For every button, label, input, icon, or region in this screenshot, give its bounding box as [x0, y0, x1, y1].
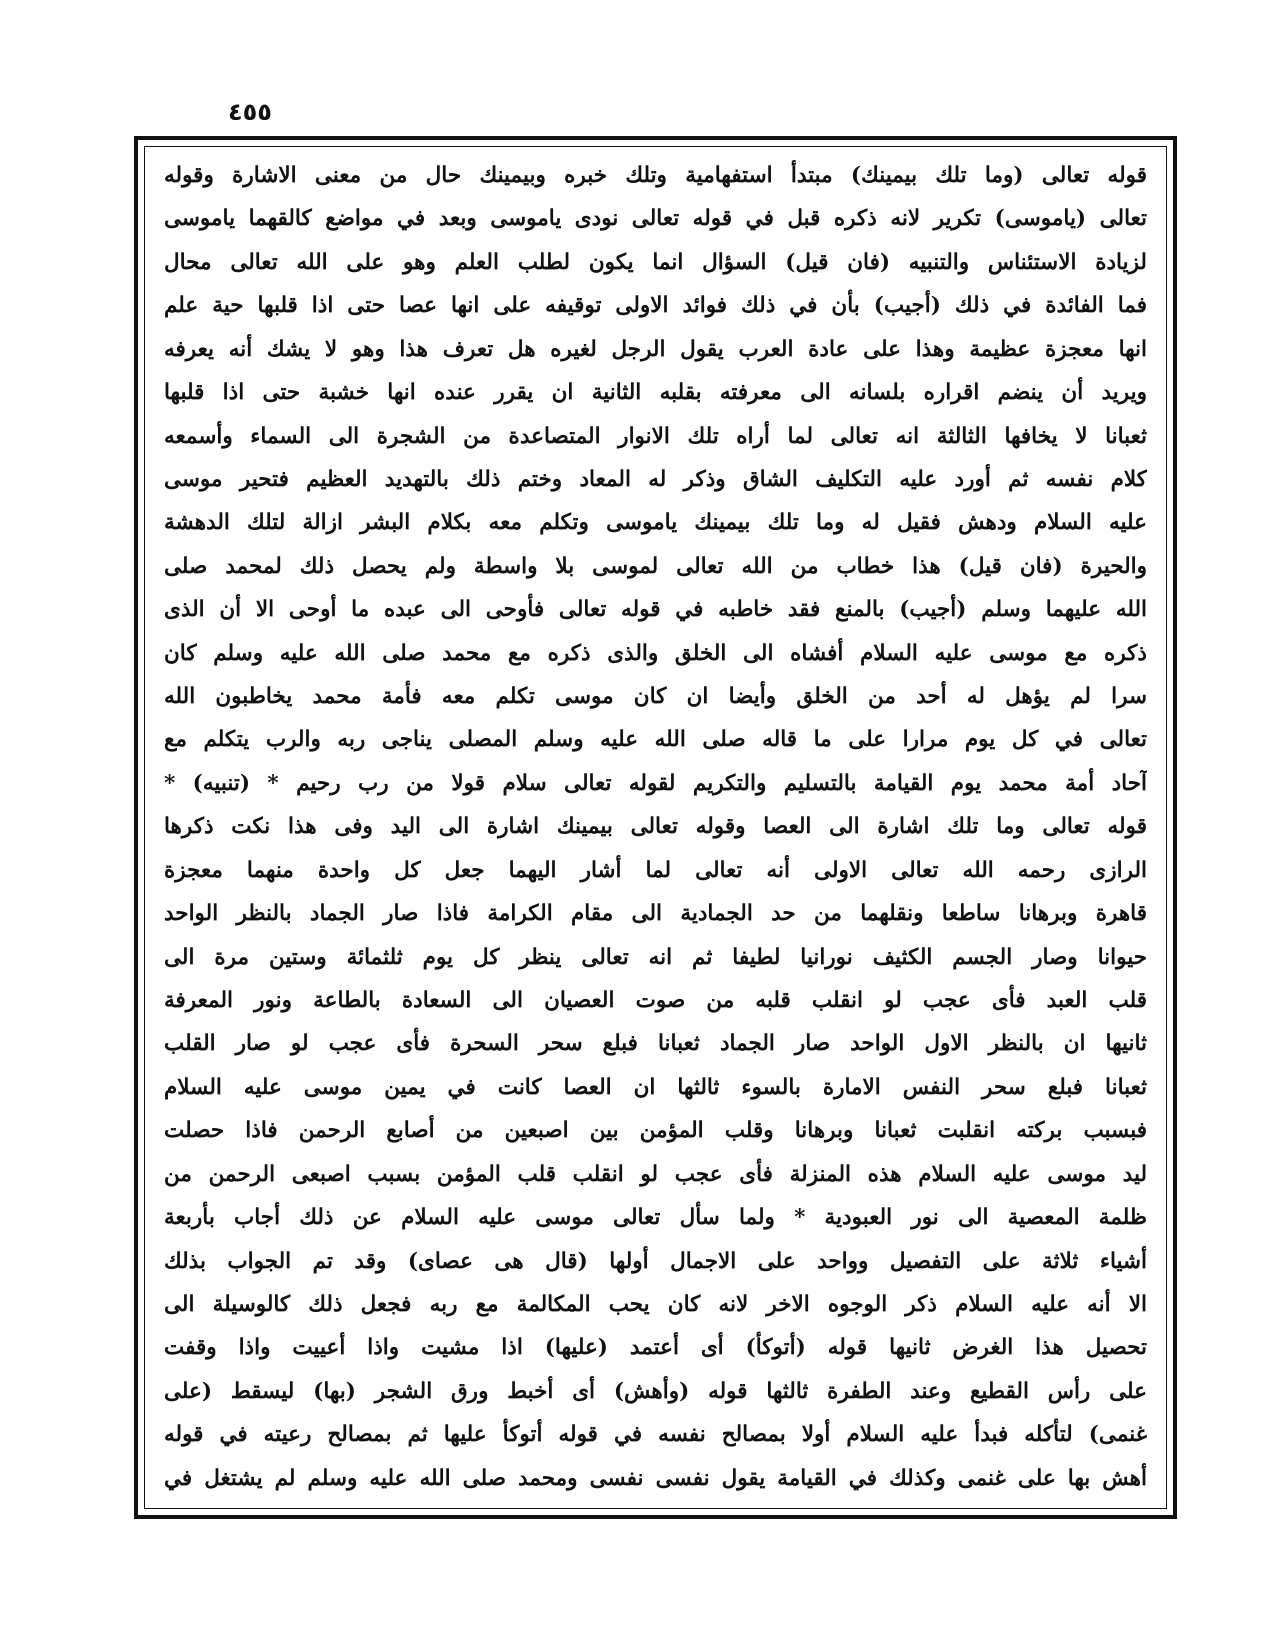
text-line: ثعبانا فبلع سحر النفس الامارة بالسوء ثالثها ان العصا كانت في يمين موسى عليه السلام	[164, 1074, 1147, 1100]
text-body	[164, 158, 1147, 1497]
page-number: ٤٥٥	[228, 98, 272, 126]
text-line: فبسبب بركته انقلبت ثعبانا وبرهانا وقلب المؤمن بين اصبعين من أصابع الرحمن فاذا حصلت	[164, 1118, 1147, 1144]
text-line: قاهرة وبرهانا ساطعا ونقلهما من حد الجمادية الى مقام الكرامة فاذا صار الجماد بالنظر الواحد	[164, 901, 1147, 927]
text-line: تعالى في كل يوم مرارا على ما قاله صلى الله عليه وسلم المصلى يناجى ربه والرب يتكلم مع	[164, 727, 1147, 753]
text-line: ذكره مع موسى عليه السلام أفشاه الى الخلق والذى ذكره مع محمد صلى الله عليه وسلم كان	[164, 640, 1147, 666]
text-line: الرازى رحمه الله تعالى الاولى أنه تعالى لما أشار اليهما جعل كل واحدة منهما معجزة	[164, 857, 1147, 883]
text-line: قوله تعالى (وما تلك بيمينك) مبتدأ استفهامية وتلك خبره وبيمينك حال من معنى الاشارة وقوله	[164, 163, 1147, 188]
text-line: والحيرة (فان قيل) هذا خطاب من الله تعالى لموسى بلا واسطة ولم يحصل ذلك لمحمد صلى	[164, 553, 1147, 579]
text-line: حيوانا وصار الجسم الكثيف نورانيا لطيفا ثم انه تعالى ينظر كل يوم ثلثمائة وستين مرة الى	[164, 944, 1147, 970]
text-line: انها معجزة عظيمة وهذا على عادة العرب يقول الرجل لغيره هل تعرف هذا وهو لا يشك أنه يعرفه	[164, 336, 1147, 362]
text-line: على رأس القطيع وعند الطفرة ثالثها قوله (وأهش) أى أخبط ورق الشجر (بها) ليسقط (على	[164, 1378, 1147, 1404]
text-line: أهش بها على غنمى وكذلك في القيامة يقول نفسى نفسى ومحمد صلى الله عليه وسلم لم يشتغل في	[164, 1465, 1147, 1491]
text-line: ليد موسى عليه السلام هذه المنزلة فأى عجب لو انقلب قلب المؤمن بسبب اصبعى الرحمن من	[164, 1161, 1147, 1187]
text-line: قلب العبد فأى عجب لو انقلب قلبه من صوت العصيان الى السعادة بالطاعة ونور المعرفة	[164, 988, 1147, 1014]
text-line: الله عليهما وسلم (أجيب) بالمنع فقد خاطبه في قوله تعالى فأوحى الى عبده ما أوحى الا أن الذى	[164, 597, 1147, 623]
text-line: آحاد أمة محمد يوم القيامة بالتسليم والتكريم لقوله تعالى سلام قولا من رب رحيم * (تنبيه) *	[164, 770, 1147, 796]
text-line: ويريد أن ينضم اقراره بلسانه الى معرفته بقلبه الثانية ان يقرر عنده انها خشبة حتى اذا قلبها	[164, 380, 1147, 406]
text-line: لزيادة الاستئناس والتنبيه (فان قيل) السؤال انما يكون لطلب العلم وهو على الله تعالى محال	[164, 249, 1147, 275]
text-line: تعالى (ياموسى) تكرير لانه ذكره قبل في قوله تعالى نودى ياموسى وبعد في مواضع كالقهما ياموسى	[164, 206, 1147, 232]
text-line: غنمى) لتأكله فبدأ عليه السلام أولا بمصالح نفسه في قوله أتوكأ عليها ثم بمصالح رعيته في قوله	[164, 1422, 1147, 1448]
text-line: سرا لم يؤهل له أحد من الخلق وأيضا ان كان موسى تكلم معه فأمة محمد يخاطبون الله	[164, 684, 1147, 710]
page-border	[134, 136, 1177, 1519]
text-line: كلام نفسه ثم أورد عليه التكليف الشاق وذكر له المعاد وختم ذلك بالتهديد العظيم فتحير موسى	[164, 466, 1147, 492]
text-line: ظلمة المعصية الى نور العبودية * ولما سأل تعالى موسى عليه السلام عن ذلك أجاب بأربعة	[164, 1205, 1147, 1231]
text-line: قوله تعالى وما تلك اشارة الى العصا وقوله تعالى بيمينك اشارة الى اليد وفى هذا نكت ذكرها	[164, 814, 1147, 840]
text-line: الا أنه عليه السلام ذكر الوجوه الاخر لانه كان يحب المكالمة مع ربه فجعل ذلك كالوسيلة الى	[164, 1291, 1147, 1317]
text-line: ثانيها ان بالنظر الاول الواحد صار الجماد ثعبانا فبلع سحر السحرة فأى عجب لو صار القلب	[164, 1031, 1147, 1057]
text-line: فما الفائدة في ذلك (أجيب) بأن في ذلك فوائد الاولى توقيفه على انها عصا حتى اذا قلبها حية علم	[164, 293, 1147, 319]
text-line: أشياء ثلاثة على التفصيل وواحد على الاجمال أولها (قال هى عصاى) وقد تم الجواب بذلك	[164, 1248, 1147, 1274]
text-line: عليه السلام ودهش فقيل له وما تلك بيمينك ياموسى وتكلم معه بكلام البشر ازالة لتلك الدهشة	[164, 510, 1147, 536]
text-line: تحصيل هذا الغرض ثانيها قوله (أتوكأ) أى أعتمد (عليها) اذا مشيت واذا أعييت واذا وقفت	[164, 1335, 1147, 1361]
text-line: ثعبانا لا يخافها الثالثة انه تعالى لما أراه تلك الانوار المتصاعدة من الشجرة الى السماء وأسمعه	[164, 423, 1147, 449]
